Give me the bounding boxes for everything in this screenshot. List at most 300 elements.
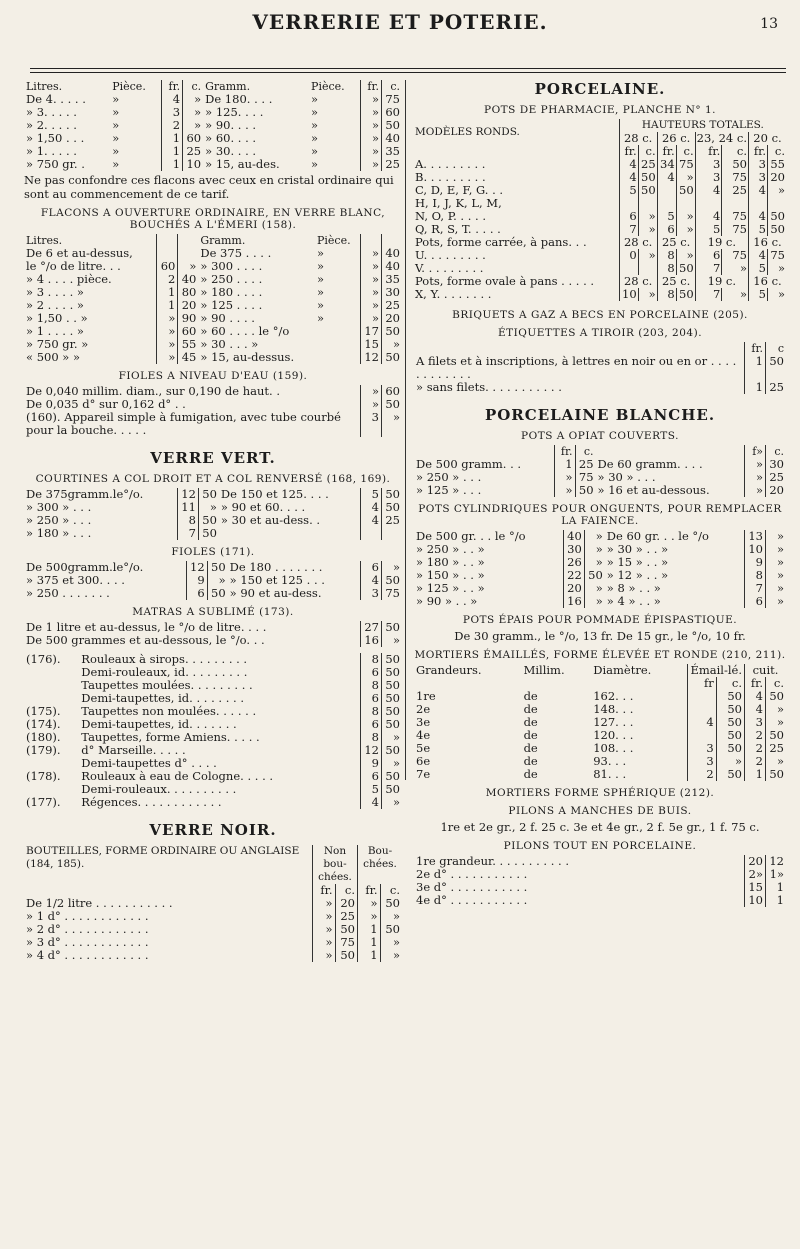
height-cell: 26 c. [657,132,695,145]
cylindriques-row [414,595,786,608]
table-cell: 50 [716,716,744,729]
right-column [414,80,786,907]
pilons-porc-title: PILONS TOUT EN PORCELAINE. [503,840,697,852]
table-cell [361,527,382,540]
table-cell: 50 [382,783,403,796]
verre-noir-title: VERRE NOIR. [149,821,277,839]
table-cell: » 15, au-des. [205,157,280,171]
table-cell: 50 [382,653,403,666]
table-cell: 50 [575,484,596,497]
table-cell: » 1 . . . . » [26,324,84,338]
table-cell: 2» [745,868,766,881]
table-cell: » 180 » . . » [416,555,485,569]
table-cell: 45 [178,351,199,364]
table-cell: 5 [749,288,768,301]
table-cell: » [554,484,575,497]
table-cell: » [638,249,657,262]
table-header-cell: Pièce. [311,80,345,93]
table-cell: » [766,755,787,768]
table-cell: » [768,262,787,275]
table-cell: » [361,260,382,273]
table-cell: 1 [358,923,381,936]
table-cell: » [361,119,382,132]
table-cell: 1 [162,132,183,145]
table-cell: 1 [745,381,766,394]
table-cell: » [311,105,319,119]
table-cell: » [722,262,749,275]
sub-header-cell: fr [688,677,716,690]
table-cell: (176). [26,652,61,666]
table-cell: » [766,703,787,716]
table-cell: » [361,132,382,145]
cornues-table [24,488,402,540]
table-cell: 108. . . [593,741,634,755]
table-cell: 5 [749,223,768,236]
table-cell: 162. . . [593,689,634,703]
height-cell: 16 c. [749,236,787,249]
table-cell: 1 [358,936,381,949]
matras-title: MATRAS A SUBLIMÉ (173). [132,606,294,618]
table-cell: V. . . . . . . . . [415,261,484,275]
table-cell: 0 [619,249,638,262]
table-cell: » 30. . . . [205,144,257,158]
table-cell: (177). [26,795,61,809]
table-cell: 4e [416,728,431,742]
table-cell: » 90 . . . . [200,311,255,325]
table-header-cell: c [766,342,787,355]
table-cell: 55 [178,338,199,351]
table-cell: » [317,311,325,325]
table-cell: 20 [766,484,787,497]
table-cell: 20 [563,582,584,595]
table-cell [24,666,79,679]
table-cell: 1 [745,355,766,381]
cylindriques-title: POTS CYLINDRIQUES POUR ONGUENTS, POUR REMPLACER LA FAIENCE. [418,503,782,527]
table-cell: de [523,689,538,703]
table-cell: 4 [361,514,382,527]
table-cell: De 375 . . . . [200,246,272,260]
table-cell: De 180. . . . [205,92,273,106]
table-cell: 12 [361,351,382,364]
pilons-row [414,894,786,907]
table-cell: 12 [186,561,207,574]
litres-note: Ne pas confondre ces flacons avec ceux en cristal ordinaire qui sont au commencement de ce tarif. [24,173,394,201]
table-cell: » 2 . . . . » [26,298,84,312]
table-cell: 8 [657,288,676,301]
table-cell: A filets et à inscriptions, à lettres en noir ou en or . . . . . . . . . . . . [416,354,737,381]
sub-header-cell: c. [638,145,657,158]
sub-header-cell: c. [380,884,402,897]
table-cell: 5 [749,262,768,275]
table-cell: » 30 » . . . [597,470,656,484]
table-cell: » [638,223,657,236]
table-header-cell: Pièce. [317,234,351,247]
table-cell: 4e d° . . . . . . . . . . . [416,893,528,907]
table-cell: De 4. . . . . [26,92,86,106]
table-cell: 25 [766,381,787,394]
table-cell [315,338,361,351]
table-cell: 25 [335,910,358,923]
table-cell: de [523,728,538,742]
table-cell: 12 [766,855,787,868]
table-cell: 25 [382,158,403,171]
etiquettes-table [414,342,786,394]
table-cell: De 0,040 millim. diam., sur 0,190 de haut. . [26,384,280,398]
litres-row [24,158,402,171]
table-cell: » [676,249,695,262]
table-cell: » [766,569,787,582]
table-cell: 3 [162,106,183,119]
table-cell: » [380,949,402,962]
table-cell: H, I, J, K, L, M, [415,196,502,210]
table-cell: 30 [563,543,584,556]
table-cell: 11 [177,501,198,514]
table-cell: de [523,741,538,755]
table-cell: » [361,273,382,286]
table-cell: 8 [657,262,676,275]
table-cell: 50 [382,679,403,692]
table-cell: 8 [361,731,382,744]
cornues-row [24,527,402,540]
table-cell: Rouleaux à eau de Cologne. . . . . [81,769,274,783]
table-cell: 25 [766,742,787,755]
table-cell: » [112,92,120,106]
table-cell: 30 [382,286,403,299]
bouteilles-header-row [24,845,402,884]
table-cell: » 150 » . . » [416,568,485,582]
table-cell: 25 [638,158,657,171]
table-cell: » [584,543,605,556]
table-cell: » [380,936,402,949]
fioles-niveau-row [24,411,402,437]
height-cell: 20 c. [749,132,787,145]
table-cell: 50 [382,574,403,587]
table-header-cell: Litres. [26,80,63,93]
table-cell: » 3. . . . . [26,105,77,119]
sub-header-cell: fr. [313,884,336,897]
pilons-table [414,855,786,907]
table-cell: 7 [695,288,722,301]
table-cell: X, Y. . . . . . . . [415,287,492,301]
table-cell: 9 [186,574,207,587]
table-cell: » [766,530,787,543]
table-cell: 93. . . [593,754,627,768]
table-cell: 50 [716,742,744,755]
table-cell: 60 [178,325,199,338]
table-cell: 4 [745,703,766,716]
table-cell: 75 [722,210,749,223]
table-cell: 50 [768,223,787,236]
table-cell: » [676,210,695,223]
table-cell: » 60. . . . [205,131,257,145]
table-cell: 6 [361,718,382,731]
table-cell: » [382,338,403,351]
table-header-cell: fr. [162,80,183,93]
table-cell: 10 [745,543,766,556]
table-cell: » [766,543,787,556]
table-cell: » [638,288,657,301]
opiat-row [414,484,786,497]
table-cell: 5 [361,488,382,501]
briquets-title: BRIQUETS A GAZ A BECS EN PORCELAINE (205). [452,309,748,321]
table-cell: 6 [361,561,382,574]
table-cell: 50 [207,587,228,600]
pots-pharmacie-table [414,119,786,301]
opiat-table [414,445,786,497]
table-cell: 35 [382,273,403,286]
table-cell: » [382,411,403,437]
bouteilles-table [24,845,402,962]
cylindriques-table [414,530,786,608]
table-cell: 1 [157,299,178,312]
table-cell: 10 [745,894,766,907]
table-cell: Rouleaux à sirops. . . . . . . . . [81,652,248,666]
table-cell: Taupettes non moulées. . . . . . [81,704,257,718]
table-cell: » [313,936,336,949]
table-cell: 75 [722,249,749,262]
table-cell: » 1,50 . . » [26,311,88,325]
table-cell: » [317,259,325,273]
sub-header-cell: c. [676,145,695,158]
table-cell: 16 [563,595,584,608]
table-cell: » 12 » . . » [606,568,669,582]
table-cell: A. . . . . . . . . [415,157,486,171]
table-cell: » [361,158,382,171]
table-cell: 20 [178,299,199,312]
page-title: VERRERIE ET POTERIE. [252,10,548,34]
table-cell: de [523,767,538,781]
table-cell: 50 [335,949,358,962]
table-cell: de [523,754,538,768]
table-cell: » 180 » . . . [26,526,92,540]
table-cell: 3 [688,755,716,768]
fioles-niveau-title: FIOLES A NIVEAU D'EAU (159). [118,370,308,382]
table-cell: » [745,484,766,497]
table-cell: » [157,325,178,338]
table-cell: » [361,106,382,119]
pilons-bois-title: PILONS A MANCHES DE BUIS. [508,805,692,817]
table-cell: 7 [695,262,722,275]
table-cell: 50 [768,210,787,223]
table-cell: 2 [745,729,766,742]
table-cell: 4 [657,171,676,184]
cornues-title: COURTINES A COL DROIT ET A COL RENVERSÉ (168, 169). [35,473,391,485]
table-cell: » 90 et au-dess. [229,586,322,600]
header-rule-thin [30,72,786,73]
table-cell: » [638,210,657,223]
table-cell: » [380,910,402,923]
bouteilles-row [24,949,402,962]
table-cell: De 1/2 litre . . . . . . . . . . . [26,896,173,910]
table-cell: 50 [198,514,219,527]
table-cell: 60 [382,106,403,119]
table-cell: 50 [382,621,403,634]
table-cell: N, O, P. . . . . [415,209,487,223]
epais-text: De 30 gramm., le °/o, 13 fr. De 15 gr., le °/o, 10 fr. [454,629,746,643]
table-cell: 6 [361,666,382,679]
sub-header-cell: fr. [749,145,768,158]
table-cell: 50 [722,158,749,171]
table-cell: » [317,298,325,312]
table-cell: 8 [361,705,382,718]
table-cell: » [584,556,605,569]
spherique-title: MORTIERS FORME SPHÉRIQUE (212). [485,787,715,799]
table-cell: » 1. . . . . [26,144,77,158]
table-cell: 25 [766,471,787,484]
sub-header-cell: fr. [358,884,381,897]
table-cell: 40 [382,132,403,145]
table-cell: 7 [177,527,198,540]
table-cell: » [178,260,199,273]
table-cell: » [584,595,605,608]
table-cell: » [361,385,382,398]
table-cell: » [768,184,787,197]
table-cell: 6 [657,223,676,236]
mortiers-title: MORTIERS ÉMAILLÉS, FORME ÉLEVÉE ET RONDE (210, 211). [414,649,786,661]
table-cell: » [361,398,382,411]
table-cell: 50 [382,666,403,679]
table-cell: » [311,144,319,158]
table-cell: de [523,715,538,729]
table-cell: 3e [416,715,431,729]
header-rule [30,68,786,69]
table-cell: 7e [416,767,431,781]
table-cell: 4 [749,210,768,223]
table-cell: 50 [676,184,695,197]
height-cell: 19 c. [695,236,748,249]
table-cell: 40 [382,260,403,273]
table-cell: 50 [766,355,787,381]
table-cell: 9 [361,757,382,770]
table-cell: 4 [162,93,183,106]
table-cell: 90 [178,312,199,325]
table-cell: 6e [416,754,431,768]
table-cell: 60 [183,132,204,145]
table-cell: 4 [361,501,382,514]
table-cell: » 300 » . . . [26,500,92,514]
table-cell: 75 [676,158,695,171]
table-cell: 20 [335,897,358,910]
table-cell: 1» [766,868,787,881]
mortiers-row [414,768,786,781]
table-cell: » [157,351,178,364]
table-cell: » [313,910,336,923]
table-cell [657,184,676,197]
table-cell: 75 [335,936,358,949]
table-cell: 4 [361,796,382,809]
table-cell: » [183,93,204,106]
etiquettes-title: ÉTIQUETTES A TIROIR (203, 204). [497,327,703,339]
table-cell: » [716,755,744,768]
table-cell: (160). Appareil simple à fumigation, avec tube courbé pour la bouche. . . . . [26,410,341,437]
fioles-niveau-table [24,385,402,437]
sub-header-cell: fr. [657,145,676,158]
table-cell: « 500 » » [26,350,81,364]
matras-table [24,621,402,647]
hauteurs-label: HAUTEURS TOTALES. [619,119,786,132]
table-cell: » 750 gr. . [26,157,85,171]
table-cell [688,690,716,703]
epais-title: POTS ÉPAIS POUR POMMADE ÉPISPASTIQUE. [462,614,738,626]
table-cell: 4 [749,249,768,262]
height-cell: 28 c. [619,275,657,288]
table-cell: 50 [716,768,744,781]
height-cell: 25 c. [657,236,695,249]
table-cell: 10 [183,158,204,171]
table-cell: le °/o de litre. . . [26,259,121,273]
table-cell: De 500 gr. . . le °/o [416,529,526,543]
table-cell: De 150 et 125. . . . [220,487,329,501]
table-cell: » 250 » . . . [416,470,482,484]
matras-row [24,634,402,647]
table-cell: 1 [162,158,183,171]
table-cell: 16 [361,634,382,647]
bouteilles-col-header: Non bou-chées. [313,845,358,884]
table-cell: 1re [416,689,436,703]
table-cell: » 2. . . . . [26,118,77,132]
table-cell [382,527,403,540]
page-header [0,8,800,40]
table-cell: 12 [361,744,382,757]
table-cell: 75 [722,223,749,236]
table-cell: » [361,93,382,106]
fioles-row [24,587,402,600]
table-cell: 50 [382,718,403,731]
table-cell: 30 [766,458,787,471]
table-cell: 50 [382,325,403,338]
table-cell: 1 [766,881,787,894]
table-cell: 15 [361,338,382,351]
table-cell: » 8 » . . » [606,581,661,595]
height-cell: 25 c. [657,275,695,288]
table-cell: 3 [688,742,716,755]
table-cell: 81. . . [593,767,627,781]
table-cell: 7 [619,223,638,236]
table-header-cell: f» [745,445,766,458]
table-cell: » [112,144,120,158]
table-cell: 26 [563,556,584,569]
table-cell: 50 [382,744,403,757]
table-cell: » [361,145,382,158]
table-cell: » 125 » . . » [416,581,485,595]
table-cell: De 500 grammes et au-dessous, le °/o. . . [26,633,265,647]
table-cell: » 30 et au-dess. . [220,513,321,527]
table-cell: 60 [157,260,178,273]
table-cell: » [317,272,325,286]
sub-header-cell: fr. [695,145,722,158]
table-cell: » [157,338,178,351]
flacons-title: FLACONS A OUVERTURE ORDINAIRE, EN VERRE BLANC, BOUCHÉS A L'ÉMERI (158). [40,207,386,231]
table-cell: » [584,582,605,595]
table-cell: Demi-taupettes, id. . . . . . . [81,717,237,731]
table-cell: de [523,702,538,716]
table-cell: 75 [382,587,403,600]
table-cell: 2 [688,768,716,781]
pilons-bois-text: 1re et 2e gr., 2 f. 25 c. 3e et 4e gr., 2 f. 5e gr., 1 f. 75 c. [440,820,760,834]
sub-header-cell: c. [716,677,744,690]
table-cell: 5 [619,184,638,197]
table-cell: De 180 . . . . . . . [229,560,323,574]
table-cell: 148. . . [593,702,634,716]
table-cell: 34 [657,158,676,171]
carree-label: Pots, forme carrée, à pans. . . [415,235,587,249]
table-cell: 17 [361,325,382,338]
table-cell: 10 [619,288,638,301]
porcelaine-title: PORCELAINE. [534,80,666,98]
table-cell: » [768,288,787,301]
header-cell: Grandeurs. [416,663,482,677]
table-cell: 25 [575,458,596,471]
